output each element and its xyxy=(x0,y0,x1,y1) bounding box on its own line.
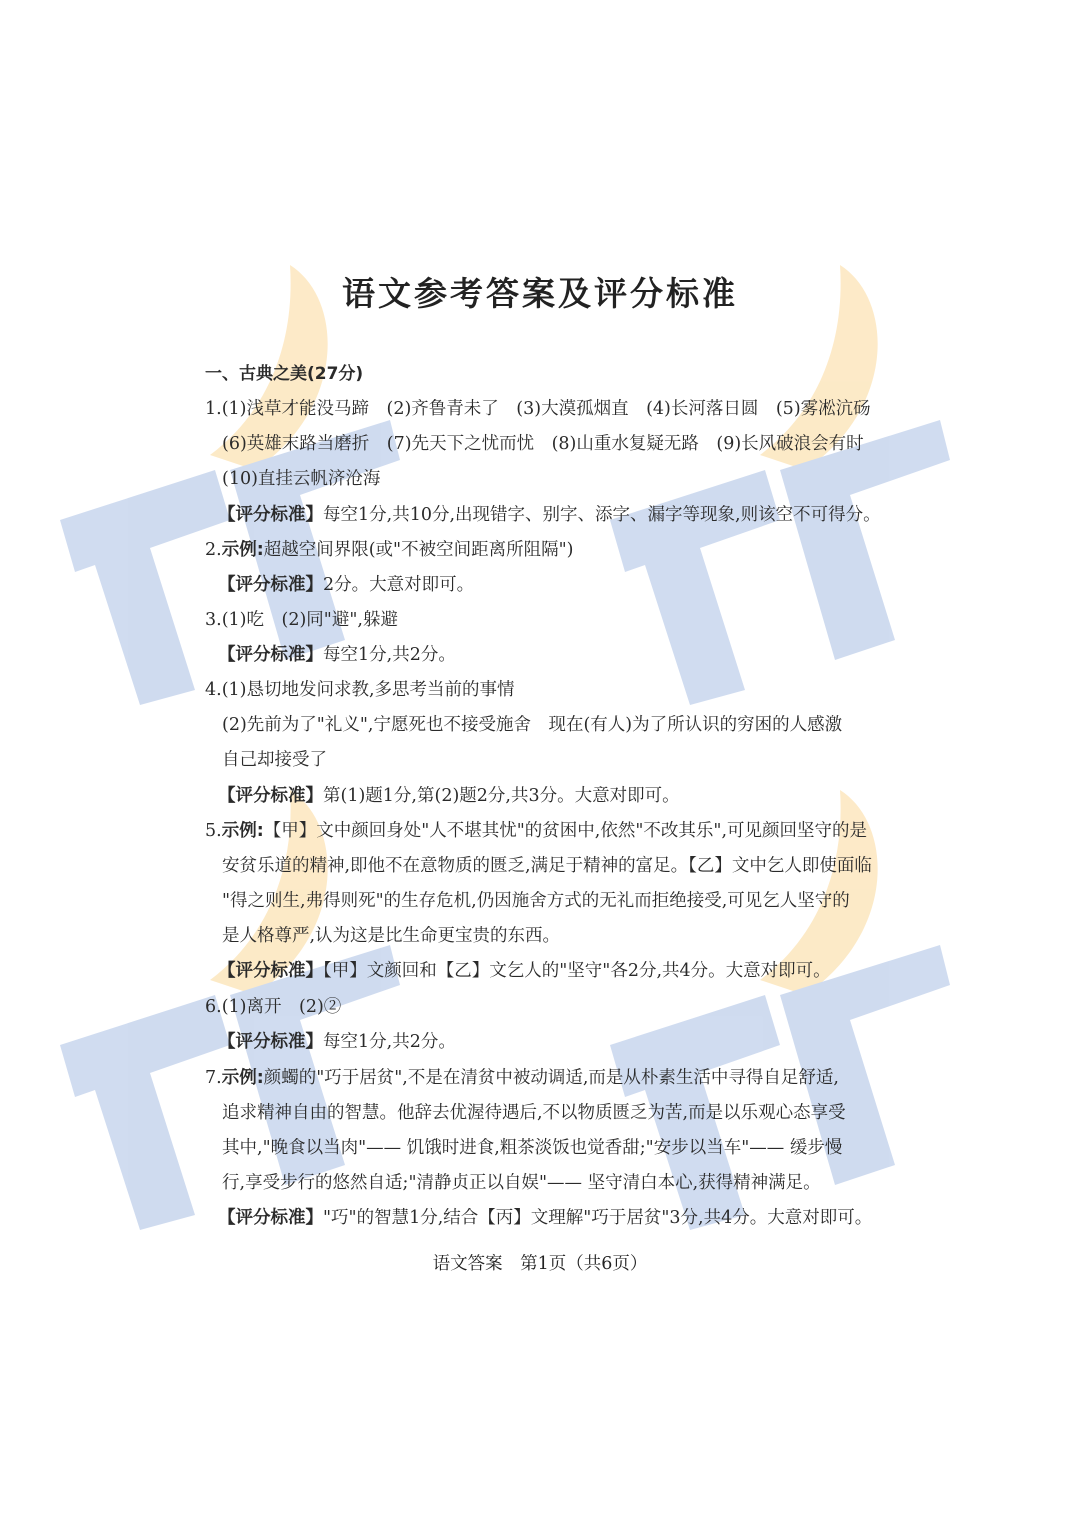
scoring-label: 【评分标准】 xyxy=(218,786,323,806)
answer-line: 行,享受步行的悠然自适;"清静贞正以自娱"—— 坚守清白本心,获得精神满足。 xyxy=(222,1173,821,1193)
answer-line: 是人格尊严,认为这是比生命更宝贵的东西。 xyxy=(222,926,561,946)
scoring-label: 【评分标准】 xyxy=(218,1032,323,1052)
question-3 xyxy=(205,608,398,632)
scoring-text: 每空1分,共2分。 xyxy=(323,1032,456,1052)
answer-line: 其中,"晚食以当肉"—— 饥饿时进食,粗茶淡饭也觉香甜;"安步以当车"—— 缓步慢 xyxy=(222,1138,843,1158)
question-4 xyxy=(205,678,515,702)
scoring-standard xyxy=(218,1030,456,1054)
example-label: 示例: xyxy=(221,540,264,560)
question-number: 6. xyxy=(205,997,222,1017)
scoring-label: 【评分标准】 xyxy=(218,1208,323,1228)
question-number: 3. xyxy=(205,610,222,630)
answer-text: (1)吃 (2)同"避",躲避 xyxy=(221,610,398,630)
scoring-standard xyxy=(218,503,881,527)
example-label: 示例: xyxy=(221,1068,264,1088)
scoring-text: "巧"的智慧1分,结合【丙】文理解"巧于居贫"3分,共4分。大意对即可。 xyxy=(323,1208,873,1228)
scoring-standard xyxy=(218,959,831,983)
question-number: 4. xyxy=(205,680,222,700)
scoring-text: 每空1分,共10分,出现错字、别字、添字、漏字等现象,则该空不可得分。 xyxy=(323,505,881,525)
page-footer: 语文答案 第1页（共6页） xyxy=(432,1254,648,1274)
answer-line: (2)先前为了"礼义",宁愿死也不接受施舍 现在(有人)为了所认识的穷困的人感激 xyxy=(222,715,843,735)
scoring-text: 第(1)题1分,第(2)题2分,共3分。大意对即可。 xyxy=(323,786,680,806)
scoring-standard xyxy=(218,1206,872,1230)
answer-line: (10)直挂云帆济沧海 xyxy=(222,469,381,489)
answer-text: 超越空间界限(或"不被空间距离所阻隔") xyxy=(263,540,574,560)
scoring-label: 【评分标准】 xyxy=(218,645,323,665)
question-number: 1. xyxy=(205,399,222,419)
scoring-label: 【评分标准】 xyxy=(218,961,323,981)
section-heading: 一、古典之美(27分) xyxy=(205,364,364,384)
answer-line: 追求精神自由的智慧。他辞去优渥待遇后,不以物质匮乏为苦,而是以乐观心态享受 xyxy=(222,1103,846,1123)
scoring-standard xyxy=(218,784,680,808)
scoring-standard xyxy=(218,643,456,667)
question-7 xyxy=(205,1066,839,1090)
scoring-standard xyxy=(218,573,474,597)
question-6 xyxy=(205,995,341,1019)
question-1 xyxy=(205,397,871,421)
question-number: 5. xyxy=(205,821,222,841)
answer-line: 安贫乐道的精神,即他不在意物质的匮乏,满足于精神的富足。【乙】文中乞人即使面临 xyxy=(222,856,872,876)
answer-text: (1)浅草才能没马蹄 (2)齐鲁青未了 (3)大漠孤烟直 (4)长河落日圆 (5)雾凇沆砀 xyxy=(221,399,871,419)
scoring-text: 【甲】文颜回和【乙】文乞人的"坚守"各2分,共4分。大意对即可。 xyxy=(323,961,831,981)
question-2 xyxy=(205,538,573,562)
scoring-text: 2分。大意对即可。 xyxy=(323,575,475,595)
answer-text: 【甲】文中颜回身处"人不堪其忧"的贫困中,依然"不改其乐",可见颜回坚守的是 xyxy=(263,821,868,841)
answer-text: 颜蠋的"巧于居贫",不是在清贫中被动调适,而是从朴素生活中寻得自足舒适, xyxy=(263,1068,839,1088)
scoring-text: 每空1分,共2分。 xyxy=(323,645,456,665)
scoring-label: 【评分标准】 xyxy=(218,505,323,525)
question-number: 7. xyxy=(205,1068,222,1088)
question-number: 2. xyxy=(205,540,222,560)
example-label: 示例: xyxy=(221,821,264,841)
question-5 xyxy=(205,819,867,843)
answer-line: (6)英雄末路当磨折 (7)先天下之忧而忧 (8)山重水复疑无路 (9)长风破浪会有时 xyxy=(222,434,864,454)
answer-text: (1)离开 (2)② xyxy=(221,997,342,1017)
scoring-label: 【评分标准】 xyxy=(218,575,323,595)
answer-line: 自己却接受了 xyxy=(222,750,327,770)
answer-line: "得之则生,弗得则死"的生存危机,仍因施舍方式的无礼而拒绝接受,可见乞人坚守的 xyxy=(222,891,850,911)
answer-text: (1)恳切地发问求教,多思考当前的事情 xyxy=(221,680,515,700)
page-title: 语文参考答案及评分标准 xyxy=(342,274,738,313)
